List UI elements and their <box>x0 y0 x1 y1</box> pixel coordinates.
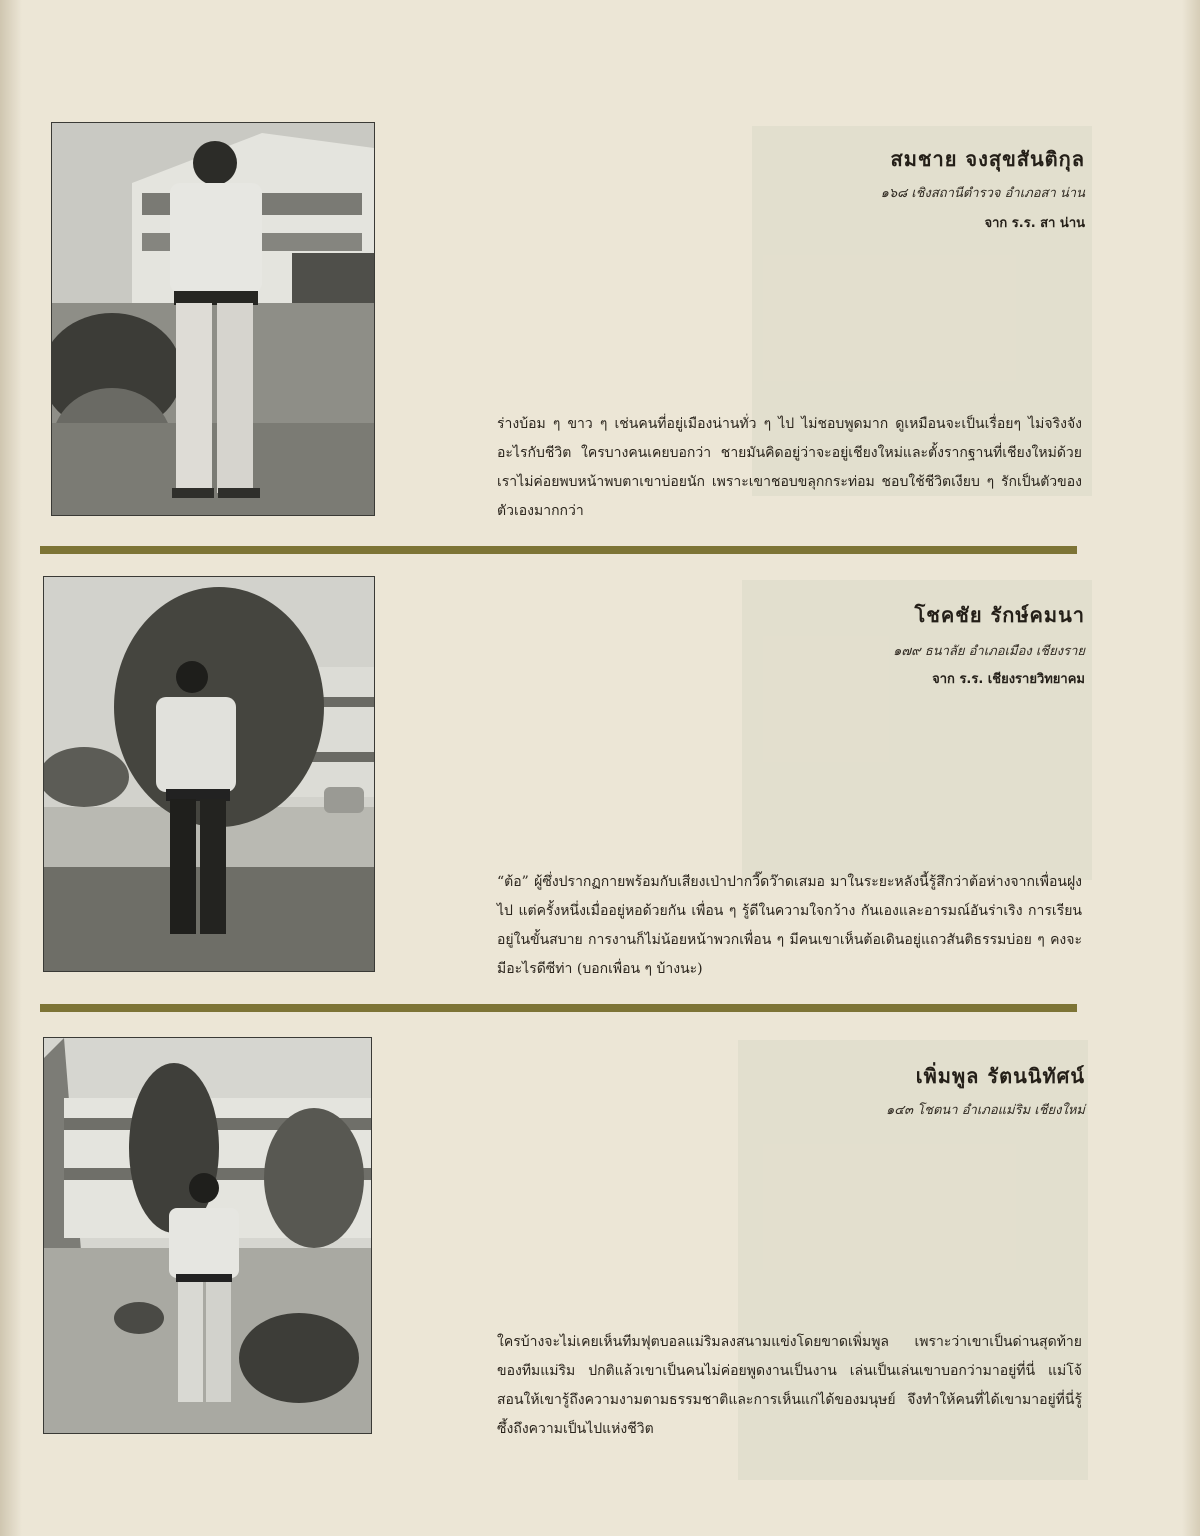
student-address: ๑๗๙ ธนาลัย อำเภอเมือง เชียงราย <box>893 644 1085 659</box>
student-school: จาก ร.ร. สา น่าน <box>984 216 1085 231</box>
student-school: จาก ร.ร. เชียงรายวิทยาคม <box>932 672 1085 687</box>
student-photo <box>51 122 375 516</box>
section-divider <box>40 546 1077 554</box>
student-address: ๑๔๓ โชตนา อำเภอแม่ริม เชียงใหม่ <box>886 1103 1085 1118</box>
student-bio: “ต้อ” ผู้ซึ่งปรากฏกายพร้อมกับเสียงเป่าปากวี๊ดว๊าดเสมอ มาในระยะหลังนี้รู้สึกว่าต้อห่างจากเพื่อนฝูงไป แต่ครั้งหนึ่งเมื่ออยู่หอด้วยกัน เพื่อน ๆ รู้ดีในความใจกว้าง กันเองและอารมณ์อันร่าเริง การเรียนอยู่ในขั้นสบาย การงานก็ไม่น้อยหน้าพวกเพื่อน ๆ มีคนเขาเห็นต้อเดินอยู่แถวสันติธรรมบ่อย ๆ คงจะมีอะไรดีซีท่า (บอกเพื่อน ๆ บ้างนะ) <box>497 874 1082 977</box>
student-bio: ใครบ้างจะไม่เคยเห็นทีมฟุตบอลแม่ริมลงสนามแข่งโดยขาดเพิ่มพูล เพราะว่าเขาเป็นด่านสุดท้ายของทีมแม่ริม ปกติแล้วเขาเป็นคนไม่ค่อยพูดงานเป็นงาน เล่นเป็นเล่นเขาบอกว่ามาอยู่ที่นี่ แม่โจ้สอนให้เขารู้ถึงความงามตามธรรมชาติและการเห็นแก่ได้ของมนุษย์ จึงทำให้คนที่ได้เขามาอยู่ที่นี่รู้ซึ้งถึงความเป็นไปแห่งชีวิต <box>497 1334 1082 1437</box>
student-bio: ร่างบ้อม ๆ ขาว ๆ เช่นคนที่อยู่เมืองน่านทั่ว ๆ ไป ไม่ชอบพูดมาก ดูเหมือนจะเป็นเรื่อยๆ ไม่จริงจังอะไรกับชีวิต ใครบางคนเคยบอกว่า ชายมันคิดอยู่ว่าจะอยู่เชียงใหม่และตั้งรากฐานที่เชียงใหม่ด้วย เราไม่ค่อยพบหน้าพบตาเขาบ่อยนัก เพราะเขาชอบขลุกกระท่อม ชอบใช้ชีวิตเงียบ ๆ รักเป็นตัวของตัวเองมากกว่า <box>497 416 1082 519</box>
page-gutter-shadow <box>0 0 22 1536</box>
page-edge-shadow <box>1182 0 1200 1536</box>
student-name: โชคชัย รักษ์คมนา <box>914 603 1085 627</box>
student-name: สมชาย จงสุขสันติกุล <box>890 147 1085 171</box>
student-photo <box>43 576 375 972</box>
section-divider <box>40 1004 1077 1012</box>
student-photo <box>43 1037 372 1434</box>
student-address: ๑๖๘ เชิงสถานีตำรวจ อำเภอสา น่าน <box>880 186 1085 201</box>
student-name: เพิ่มพูล รัตนนิทัศน์ <box>915 1064 1085 1088</box>
